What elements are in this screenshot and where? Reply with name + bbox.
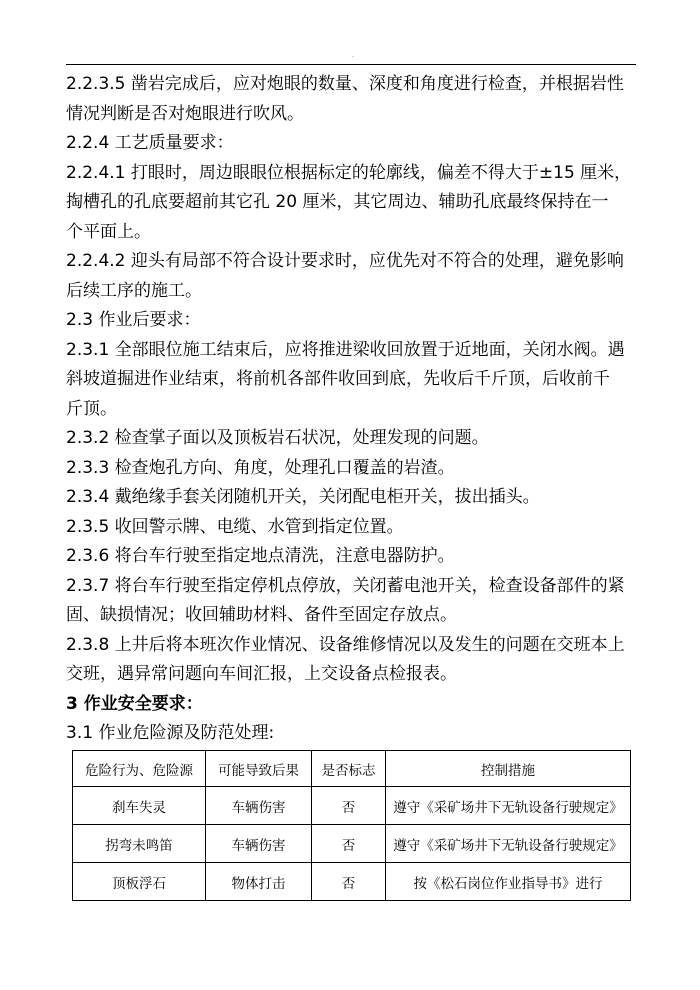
text-line: 2.3.7 将台车行驶至指定停机点停放，关闭蓄电池开关，检查设备部件的紧 xyxy=(66,575,625,596)
text-line: 个平面上。 xyxy=(66,221,151,242)
document-body xyxy=(66,70,641,749)
text-line: 2.2.3.5 凿岩完成后，应对炮眼的数量、深度和角度进行检查，并根据岩性 xyxy=(66,74,624,94)
table-row xyxy=(73,825,631,863)
table-cell: 否 xyxy=(312,863,386,901)
column-header: 可能导致后果 xyxy=(206,751,312,787)
table-cell: 车辆伤害 xyxy=(206,787,312,825)
table-cell: 顶板浮石 xyxy=(73,863,206,901)
header-mark: . xyxy=(352,52,354,59)
text-line: 固、缺损情况；收回辅助材料、备件至固定存放点。 xyxy=(66,605,457,625)
text-line: 2.3.8 上井后将本班次作业情况、设备维修情况以及发生的问题在交班本上 xyxy=(66,634,625,655)
hazard-table xyxy=(72,750,631,901)
table-cell: 车辆伤害 xyxy=(206,825,312,863)
table-cell: 刹车失灵 xyxy=(73,787,206,825)
column-header: 是否标志 xyxy=(312,751,386,787)
text-line: 2.2.4.2 迎头有局部不符合设计要求时，应优先对不符合的处理，避免影响 xyxy=(66,251,624,271)
text-line: 斜坡道掘进作业结束，将前机各部件收回到底，先收后千斤顶，后收前千 xyxy=(66,369,610,389)
table-cell: 否 xyxy=(312,787,386,825)
table-cell: 按《松石岗位作业指导书》进行 xyxy=(386,863,631,901)
section-heading: 3 作业安全要求： xyxy=(66,693,203,714)
header-rule xyxy=(66,64,636,65)
table-cell: 遵守《采矿场井下无轨设备行驶规定》 xyxy=(386,787,631,825)
text-line: 2.3.2 检查掌子面以及顶板岩石状况，处理发现的问题。 xyxy=(66,428,489,448)
text-line: 2.2.4 工艺质量要求： xyxy=(66,133,234,153)
text-line: 交班，遇异常问题向车间汇报，上交设备点检报表。 xyxy=(66,664,457,684)
table-cell: 物体打击 xyxy=(206,863,312,901)
text-line: 2.3.5 收回警示牌、电缆、水管到指定位置。 xyxy=(66,516,404,537)
subsection-heading: 3.1 作业危险源及防范处理: xyxy=(66,723,275,743)
table-cell: 拐弯未鸣笛 xyxy=(73,825,206,863)
table-row xyxy=(73,863,631,901)
column-header: 控制措施 xyxy=(386,751,631,787)
table-row xyxy=(73,787,631,825)
table-header-row xyxy=(73,751,631,787)
table-cell: 否 xyxy=(312,825,386,863)
table-cell: 遵守《采矿场井下无轨设备行驶规定》 xyxy=(386,825,631,863)
text-line: 掏槽孔的孔底要超前其它孔 20 厘米，其它周边、辅助孔底最终保持在一 xyxy=(66,192,609,212)
text-line: 2.3.6 将台车行驶至指定地点清洗，注意电器防护。 xyxy=(66,546,455,566)
text-line: 2.3.1 全部眼位施工结束后，应将推进梁收回放置于近地面，关闭水阀。遇 xyxy=(66,339,625,360)
text-line: 2.3.4 戴绝缘手套关闭随机开关，关闭配电柜开关，拔出插头。 xyxy=(66,487,540,507)
text-line: 情况判断是否对炮眼进行吹风。 xyxy=(66,103,304,124)
text-line: 2.3.3 检查炮孔方向、角度，处理孔口覆盖的岩渣。 xyxy=(66,457,455,478)
text-line: 2.3 作业后要求： xyxy=(66,310,201,330)
column-header: 危险行为、危险源 xyxy=(73,751,206,787)
text-line: 2.2.4.1 打眼时，周边眼眼位根据标定的轮廓线，偏差不得大于±15 厘米， xyxy=(66,162,632,183)
text-line: 后续工序的施工。 xyxy=(66,280,202,301)
text-line: 斤顶。 xyxy=(66,398,117,419)
